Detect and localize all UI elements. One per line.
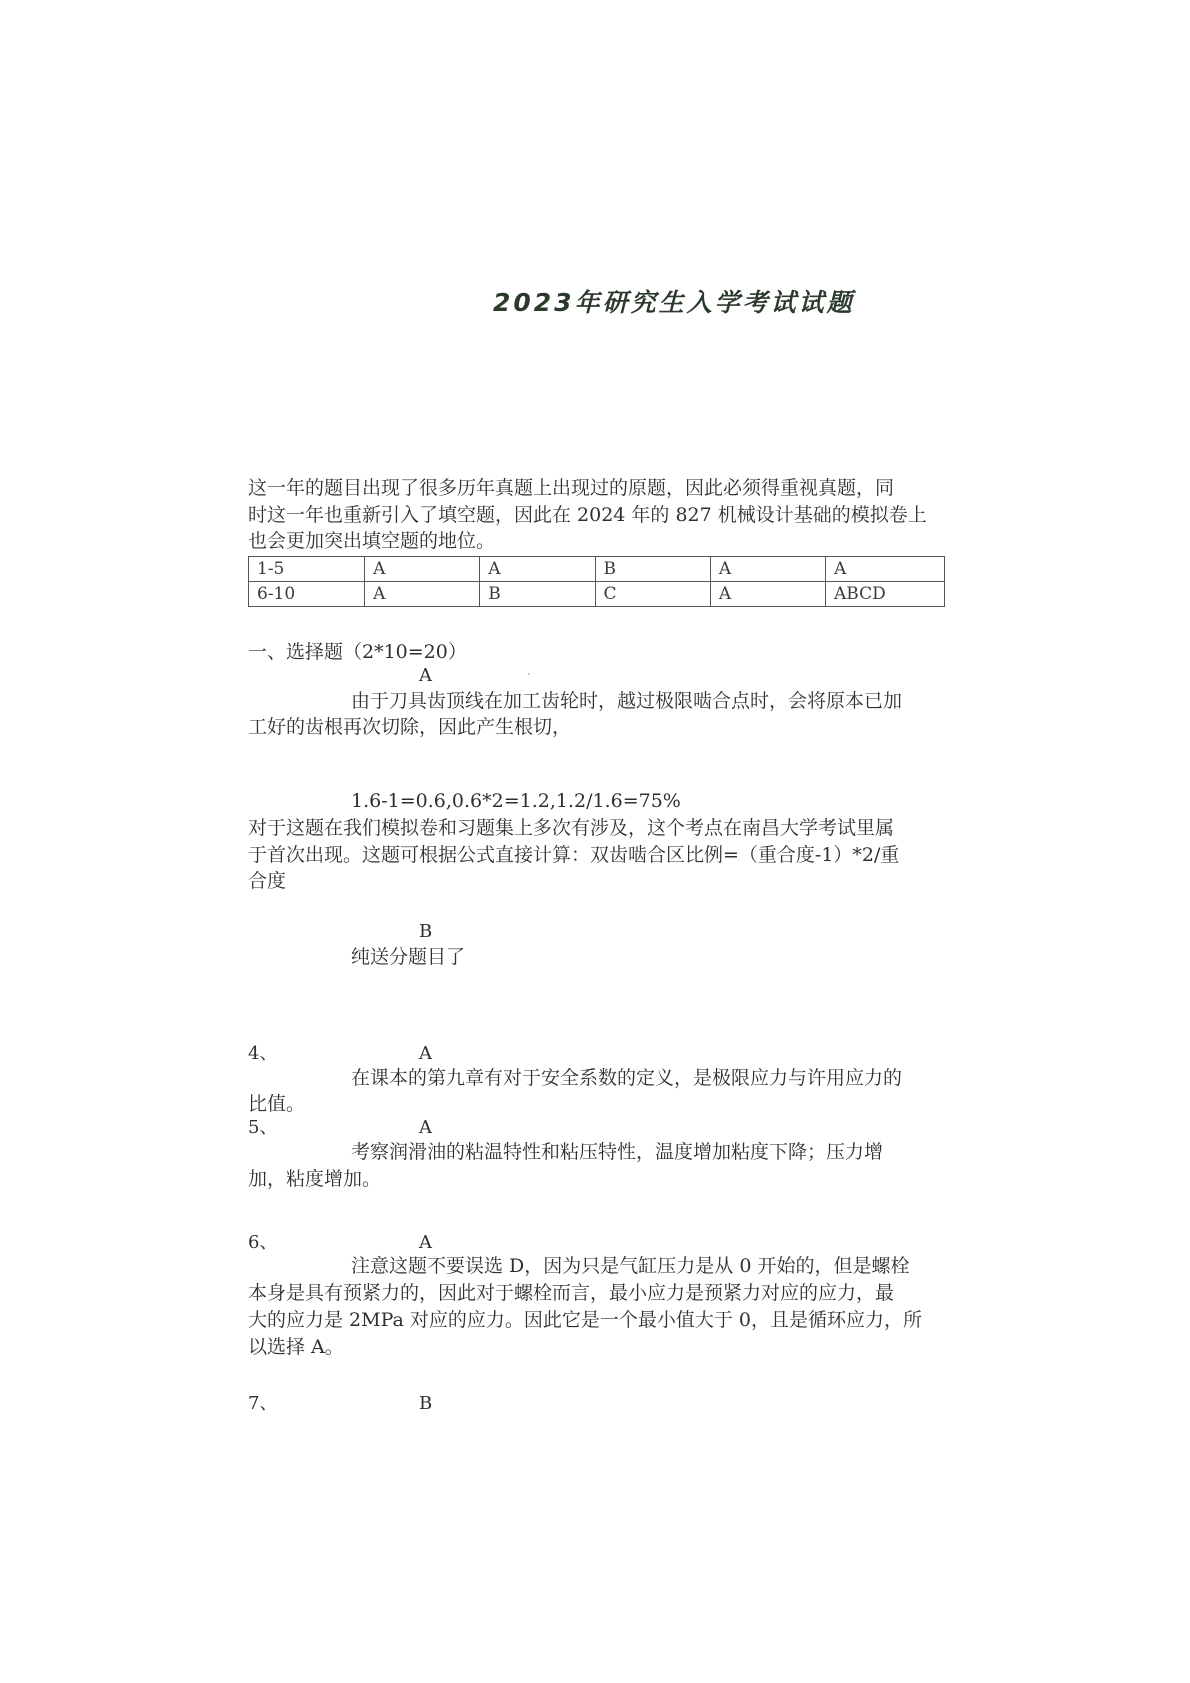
page-title: 2023年研究生入学考试试题 [493, 288, 855, 317]
table-cell: 1-5 [249, 557, 365, 582]
q3-answer: B [419, 921, 433, 942]
q6-explanation-line: 以选择 A。 [248, 1336, 344, 1358]
table-cell: A [365, 582, 480, 607]
table-cell: A [826, 557, 945, 582]
q1-answer: A [419, 665, 432, 686]
q1-explanation-line: 由于刀具齿顶线在加工齿轮时，越过极限啮合点时，会将原本已加 [351, 690, 903, 712]
q7-number: 7、 [248, 1393, 278, 1414]
table-cell: A [710, 557, 825, 582]
intro-line: 时这一年也重新引入了填空题，因此在 2024 年的 827 机械设计基础的模拟卷上 [248, 504, 927, 526]
answer-table [248, 556, 945, 607]
intro-line: 也会更加突出填空题的地位。 [248, 530, 496, 552]
q5-answer: A [419, 1117, 432, 1138]
q2-explanation-line: 合度 [248, 870, 287, 892]
table-cell: 6-10 [249, 582, 365, 607]
table-cell: B [480, 582, 595, 607]
section-heading: 一、选择题（2*10=20） [248, 641, 467, 663]
q4-number: 4、 [248, 1043, 278, 1064]
table-cell: A [710, 582, 825, 607]
q4-answer: A [419, 1043, 432, 1064]
q5-explanation-line: 考察润滑油的粘温特性和粘压特性，温度增加粘度下降；压力增 [351, 1141, 884, 1163]
table-cell: A [365, 557, 480, 582]
q4-explanation-line: 比值。 [248, 1093, 306, 1115]
table-cell: C [595, 582, 710, 607]
q6-answer: A [419, 1232, 432, 1253]
q6-number: 6、 [248, 1232, 278, 1253]
q3-explanation-line: 纯送分题目了 [351, 946, 466, 968]
q2-explanation-line: 对于这题在我们模拟卷和习题集上多次有涉及，这个考点在南昌大学考试里属 [248, 817, 895, 839]
scan-speck [528, 673, 530, 675]
table-cell: ABCD [826, 582, 945, 607]
table-row [249, 582, 945, 607]
q6-explanation-line: 本身是具有预紧力的，因此对于螺栓而言，最小应力是预紧力对应的应力，最 [248, 1282, 895, 1304]
table-cell: A [480, 557, 595, 582]
q6-explanation-line: 注意这题不要误选 D，因为只是气缸压力是从 0 开始的，但是螺栓 [351, 1255, 910, 1277]
q5-explanation-line: 加，粘度增加。 [248, 1168, 382, 1190]
q2-explanation-line: 于首次出现。这题可根据公式直接计算：双齿啮合区比例=（重合度-1）*2/重 [248, 844, 900, 866]
table-cell: B [595, 557, 710, 582]
table-row [249, 557, 945, 582]
q4-explanation-line: 在课本的第九章有对于安全系数的定义，是极限应力与许用应力的 [351, 1067, 903, 1089]
q1-explanation-line: 工好的齿根再次切除，因此产生根切， [248, 716, 572, 738]
q2-formula: 1.6-1=0.6,0.6*2=1.2,1.2/1.6=75% [351, 790, 681, 812]
q7-answer: B [419, 1393, 433, 1414]
intro-line: 这一年的题目出现了很多历年真题上出现过的原题，因此必须得重视真题，同 [248, 477, 895, 499]
q5-number: 5、 [248, 1117, 278, 1138]
q6-explanation-line: 大的应力是 2MPa 对应的应力。因此它是一个最小值大于 0，且是循环应力，所 [248, 1309, 923, 1331]
